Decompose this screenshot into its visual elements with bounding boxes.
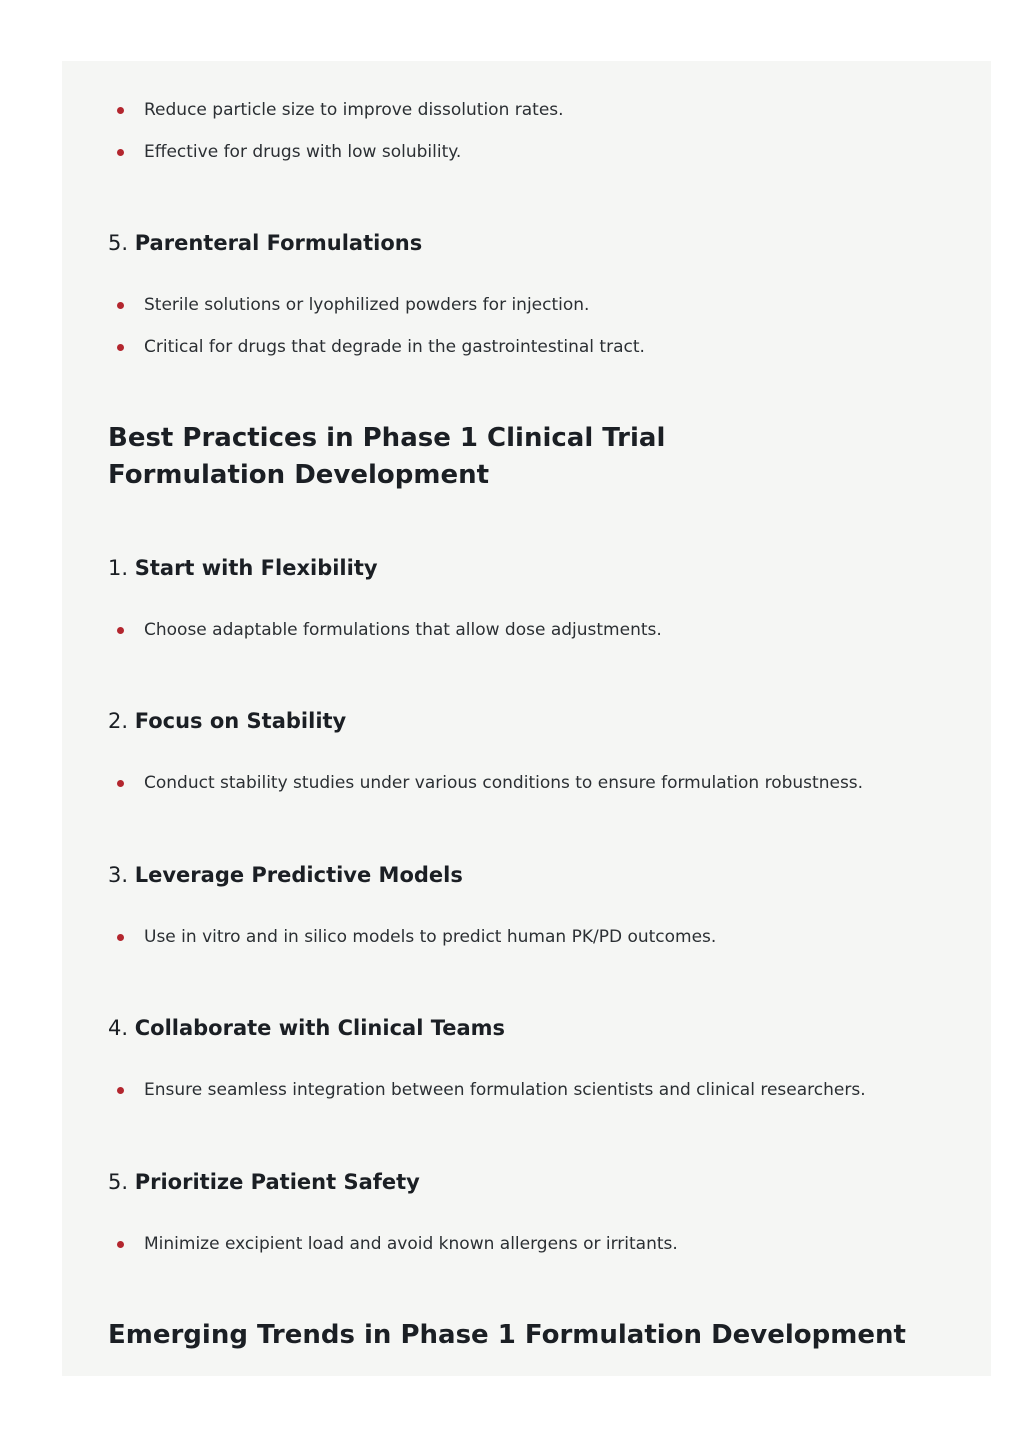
- list-item: [115, 1078, 866, 1102]
- bullet-icon: [117, 149, 124, 156]
- bullet-icon: [117, 627, 124, 634]
- subsection-number: 5.: [108, 1170, 129, 1194]
- subsection-heading-stability: [108, 707, 346, 735]
- subsection-heading-predictive-models: [108, 861, 463, 889]
- list-item: [115, 618, 662, 642]
- list-item-text: Conduct stability studies under various conditions to ensure formulation robustness.: [144, 773, 864, 793]
- section-heading-best-practices: Best Practices in Phase 1 Clinical Trial Formulation Development: [108, 423, 666, 490]
- subsection-title: Parenteral Formulations: [134, 231, 423, 255]
- subsection-number: 2.: [108, 709, 129, 733]
- list-item: [115, 1232, 678, 1256]
- bullet-icon: [117, 302, 124, 309]
- subsection-heading-patient-safety: [108, 1168, 420, 1196]
- bullet-icon: [117, 934, 124, 941]
- subsection-title: Leverage Predictive Models: [134, 863, 463, 887]
- subsection-title: Focus on Stability: [134, 709, 347, 733]
- list-item: [115, 335, 645, 359]
- bullet-icon: [117, 344, 124, 351]
- subsection-number: 4.: [108, 1016, 129, 1040]
- list-item-text: Effective for drugs with low solubility.: [144, 142, 462, 162]
- bullet-icon: [117, 1241, 124, 1248]
- subsection-heading-parenteral: [108, 229, 422, 257]
- list-item-text: Reduce particle size to improve dissolution rates.: [144, 100, 564, 120]
- subsection-title: Prioritize Patient Safety: [134, 1170, 420, 1194]
- bullet-icon: [117, 107, 124, 114]
- list-item: [115, 140, 461, 164]
- subsection-title: Start with Flexibility: [134, 556, 378, 580]
- bullet-icon: [117, 780, 124, 787]
- list-item-text: Choose adaptable formulations that allow dose adjustments.: [144, 620, 662, 640]
- list-item: [115, 771, 863, 795]
- list-item: [115, 98, 564, 122]
- subsection-number: 1.: [108, 556, 129, 580]
- list-item-text: Use in vitro and in silico models to predict human PK/PD outcomes.: [144, 927, 717, 947]
- subsection-number: 5.: [108, 231, 129, 255]
- list-item-text: Critical for drugs that degrade in the gastrointestinal tract.: [144, 337, 645, 357]
- bullet-icon: [117, 1087, 124, 1094]
- subsection-title: Collaborate with Clinical Teams: [134, 1016, 506, 1040]
- list-item: [115, 925, 716, 949]
- list-item-text: Sterile solutions or lyophilized powders for injection.: [144, 295, 590, 315]
- section-heading-emerging-trends: Emerging Trends in Phase 1 Formulation Development: [108, 1320, 906, 1350]
- list-item-text: Ensure seamless integration between formulation scientists and clinical researchers.: [144, 1080, 866, 1100]
- list-item: [115, 293, 589, 317]
- subsection-number: 3.: [108, 863, 129, 887]
- list-item-text: Minimize excipient load and avoid known allergens or irritants.: [144, 1234, 678, 1254]
- subsection-heading-clinical-teams: [108, 1014, 505, 1042]
- subsection-heading-flexibility: [108, 554, 378, 582]
